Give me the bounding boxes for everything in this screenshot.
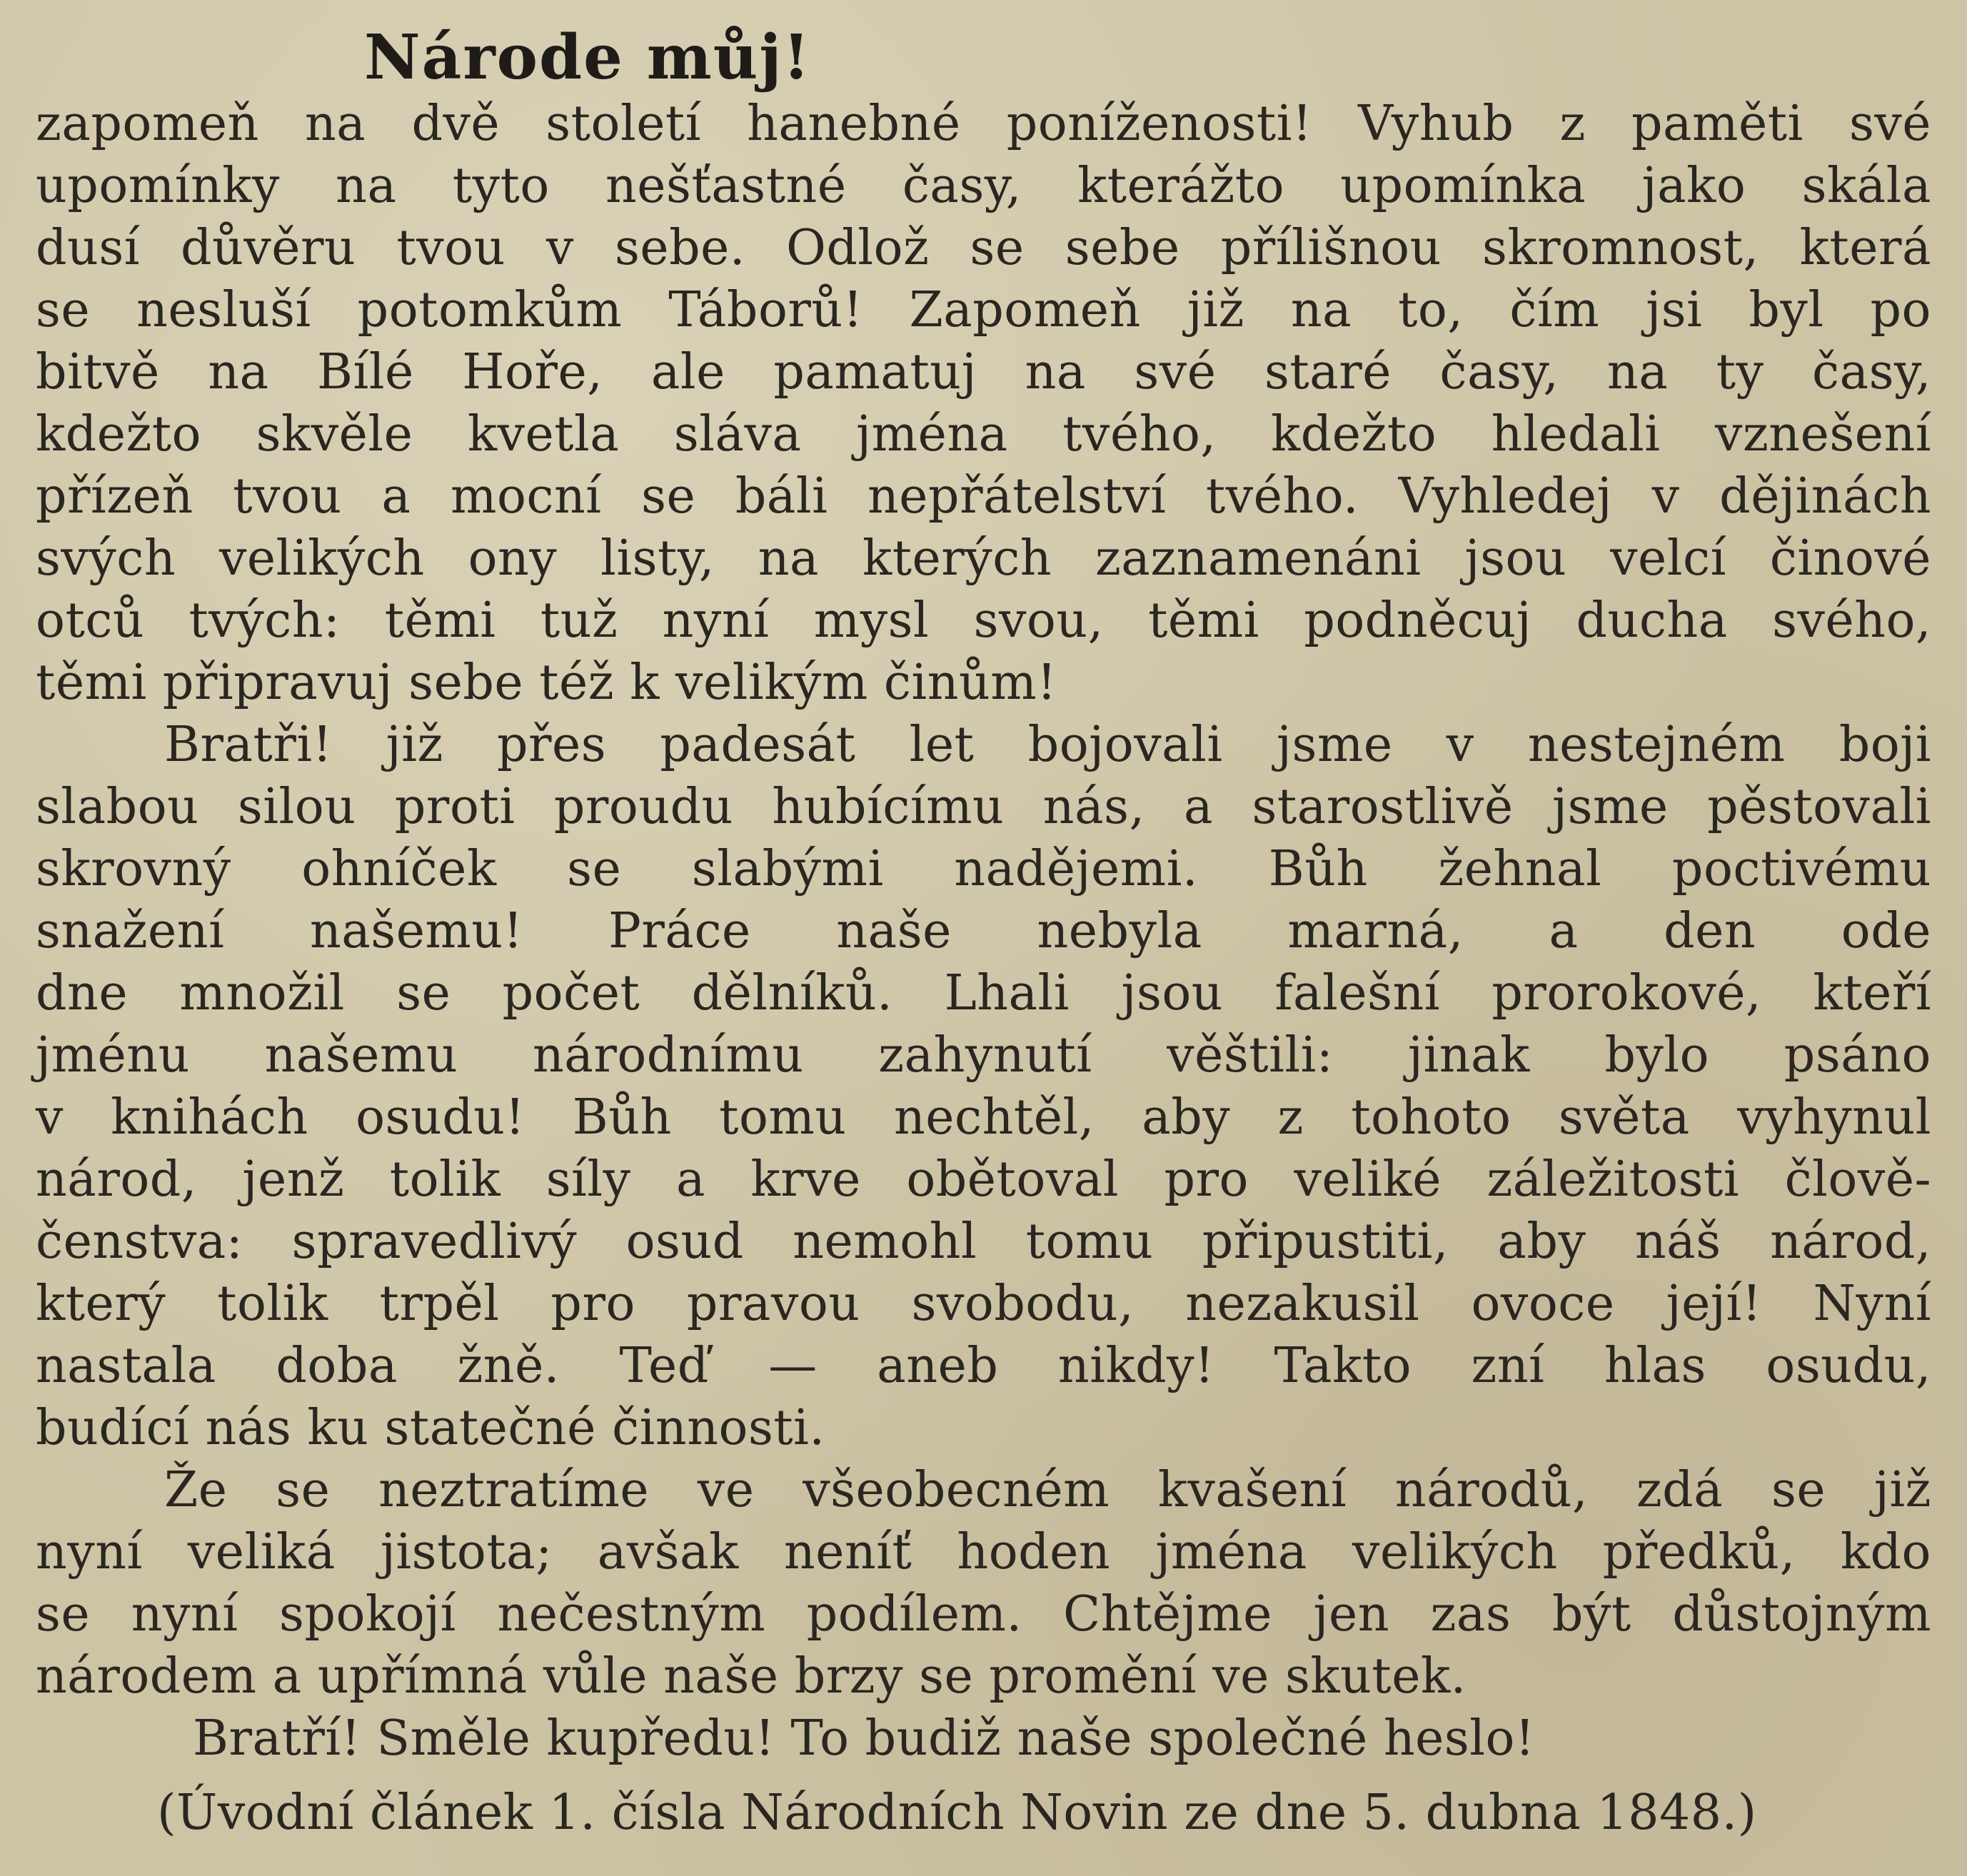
text-line: zapomeň na dvě století hanebné poníženosti! Vyhub z paměti své <box>36 96 1931 152</box>
text-line: těmi připravuj sebe též k velikým činům! <box>36 655 1057 711</box>
text-line: čenstva: spravedlivý osud nemohl tomu připustiti, aby náš národ, <box>36 1214 1931 1270</box>
text-line: dne množil se počet dělníků. Lhali jsou falešní prorokové, kteří <box>36 965 1931 1022</box>
text-line: přízeň tvou a mocní se báli nepřátelství tvého. Vyhledej v dějinách <box>36 468 1931 525</box>
text-line: svých velikých ony listy, na kterých zaznamenáni jsou velcí činové <box>36 530 1931 587</box>
text-line: snažení našemu! Práce naše nebyla marná, a den ode <box>36 903 1931 959</box>
text-line: jménu našemu národnímu zahynutí věštili: jinak bylo psáno <box>36 1027 1931 1084</box>
text-line: otců tvých: těmi tuž nyní mysl svou, těmi podněcuj ducha svého, <box>36 592 1931 649</box>
text-line: budící nás ku statečné činnosti. <box>36 1400 825 1456</box>
text-line: se nyní spokojí nečestným podílem. Chtějme jen zas být důstojným <box>36 1586 1931 1643</box>
text-line: Bratří! Směle kupředu! To budiž naše společné heslo! <box>193 1710 1535 1767</box>
text-line: kdežto skvěle kvetla sláva jména tvého, kdežto hledali vznešení <box>36 406 1931 463</box>
text-line: nastala doba žně. Teď — aneb nikdy! Takto zní hlas osudu, <box>36 1338 1931 1394</box>
text-line: Bratři! již přes padesát let bojovali jsme v nestejném boji <box>164 717 1931 773</box>
source-citation: (Úvodní článek 1. čísla Národních Novin ze dne 5. dubna 1848.) <box>157 1785 1757 1841</box>
text-line: národ, jenž tolik síly a krve obětoval pro veliké záležitosti člově- <box>36 1151 1931 1208</box>
article-body <box>36 93 1931 1770</box>
article-title: Národe můj! <box>364 21 812 94</box>
text-line: bitvě na Bílé Hoře, ale pamatuj na své staré časy, na ty časy, <box>36 344 1931 400</box>
text-line: který tolik trpěl pro pravou svobodu, nezakusil ovoce její! Nyní <box>36 1276 1931 1332</box>
text-line: se nesluší potomkům Táborů! Zapomeň již na to, čím jsi byl po <box>36 282 1931 338</box>
text-line: národem a upřímná vůle naše brzy se promění ve skutek. <box>36 1648 1467 1705</box>
text-line: slabou silou proti proudu hubícímu nás, a starostlivě jsme pěstovali <box>36 779 1931 835</box>
text-line: dusí důvěru tvou v sebe. Odlož se sebe přílišnou skromnost, která <box>36 220 1931 276</box>
text-line: upomínky na tyto nešťastné časy, kterážto upomínka jako skála <box>36 158 1931 214</box>
text-line: skrovný ohníček se slabými nadějemi. Bůh žehnal poctivému <box>36 841 1931 897</box>
text-line: v knihách osudu! Bůh tomu nechtěl, aby z tohoto světa vyhynul <box>36 1089 1931 1146</box>
text-line: nyní veliká jistota; avšak neníť hoden jména velikých předků, kdo <box>36 1524 1931 1580</box>
text-line: Že se neztratíme ve všeobecném kvašení národů, zdá se již <box>164 1462 1931 1518</box>
